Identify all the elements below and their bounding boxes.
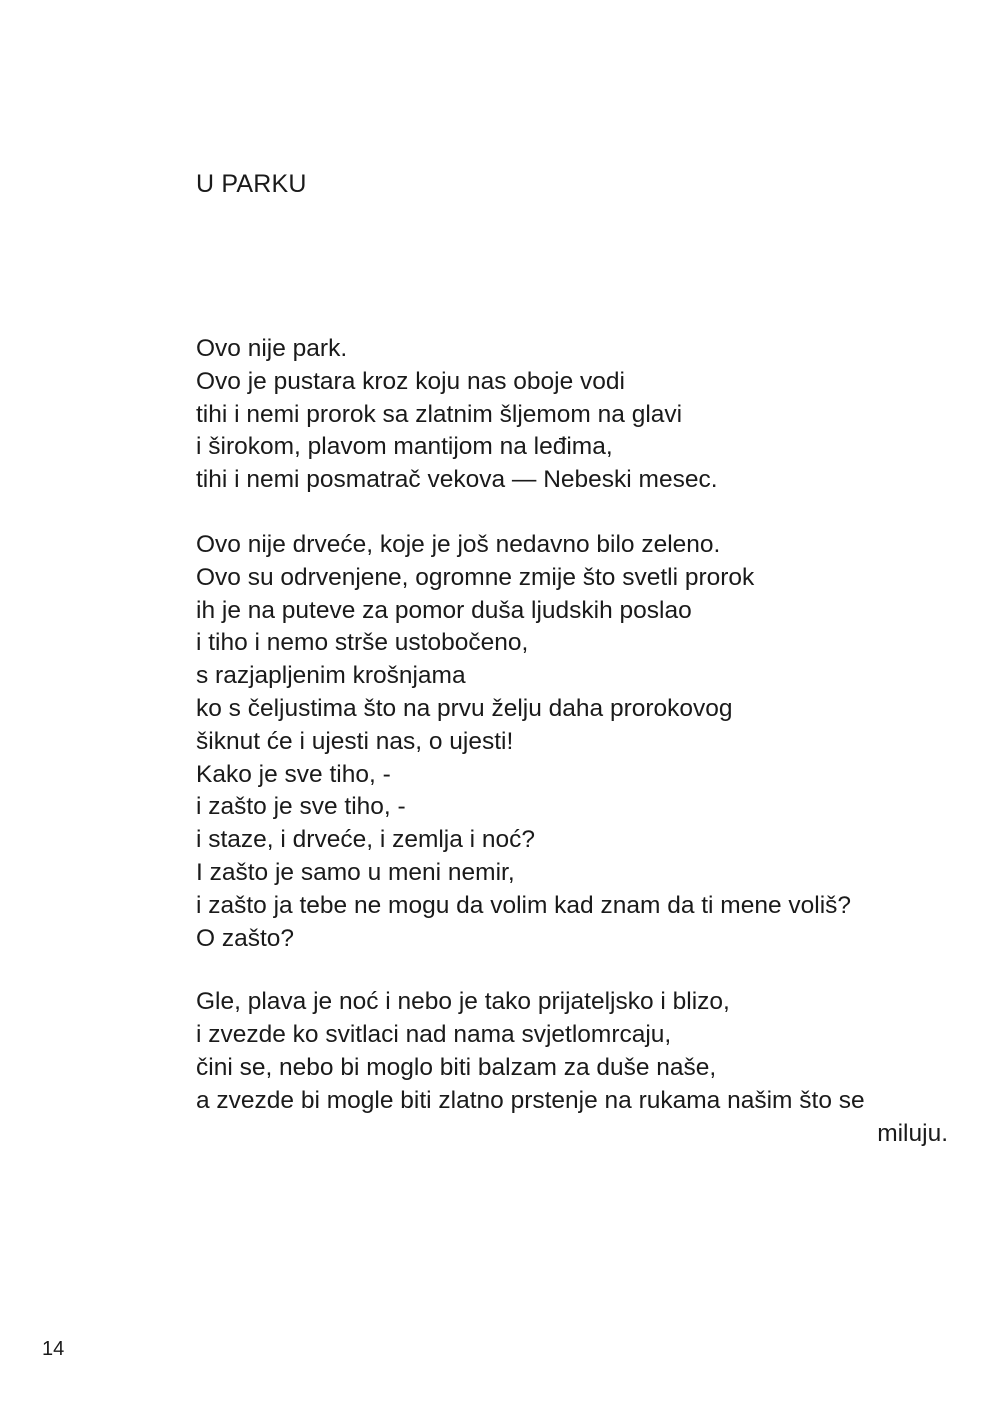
poem-title: U PARKU xyxy=(196,170,307,198)
poem-line: i širokom, plavom mantijom na leđima, xyxy=(196,433,613,461)
poem-line: i zašto je sve tiho, - xyxy=(196,793,406,821)
page-number: 14 xyxy=(42,1338,65,1360)
stanza-2 xyxy=(196,529,956,955)
poem-line: ko s čeljustima što na prvu želju daha prorokovog xyxy=(196,694,733,722)
stanza-1 xyxy=(196,333,956,497)
poem-line: i zašto ja tebe ne mogu da volim kad znam da ti mene voliš? xyxy=(196,891,852,919)
poem-line: a zvezde bi mogle biti zlatno prstenje na rukama našim što se xyxy=(196,1086,865,1114)
poem-line: Ovo su odrvenjene, ogromne zmije što svetli prorok xyxy=(196,563,755,591)
poem-line: Gle, plava je noć i nebo je tako prijateljsko i blizo, xyxy=(196,988,730,1016)
poem-line: ih je na puteve za pomor duša ljudskih poslao xyxy=(196,596,692,624)
poem-line: Ovo nije park. xyxy=(196,335,348,362)
poem-line: šiknut će i ujesti nas, o ujesti! xyxy=(196,727,514,755)
poem-line: Ovo nije drveće, koje je još nedavno bilo zeleno. xyxy=(196,530,721,558)
poem-line: O zašto? xyxy=(196,924,295,952)
poem-line: i staze, i drveće, i zemlja i noć? xyxy=(196,826,536,854)
poem-line: tihi i nemi posmatrač vekova — Nebeski mesec. xyxy=(196,466,718,494)
poem-line: Kako je sve tiho, - xyxy=(196,760,391,788)
stanza-3 xyxy=(196,986,956,1150)
poem-line: I zašto je samo u meni nemir, xyxy=(196,858,515,886)
poem-line: i zvezde ko svitlaci nad nama svjetlomrcaju, xyxy=(196,1021,672,1049)
poem-line: Ovo je pustara kroz koju nas oboje vodi xyxy=(196,367,625,395)
poem-line: čini se, nebo bi moglo biti balzam za duše naše, xyxy=(196,1053,717,1081)
poem-line-continuation: miluju. xyxy=(877,1119,948,1147)
poem-line: i tiho i nemo strše ustobočeno, xyxy=(196,629,529,657)
poem-line: s razjapljenim krošnjama xyxy=(196,662,466,690)
poem-body xyxy=(196,333,956,1150)
poem-line: tihi i nemi prorok sa zlatnim šljemom na glavi xyxy=(196,400,683,428)
